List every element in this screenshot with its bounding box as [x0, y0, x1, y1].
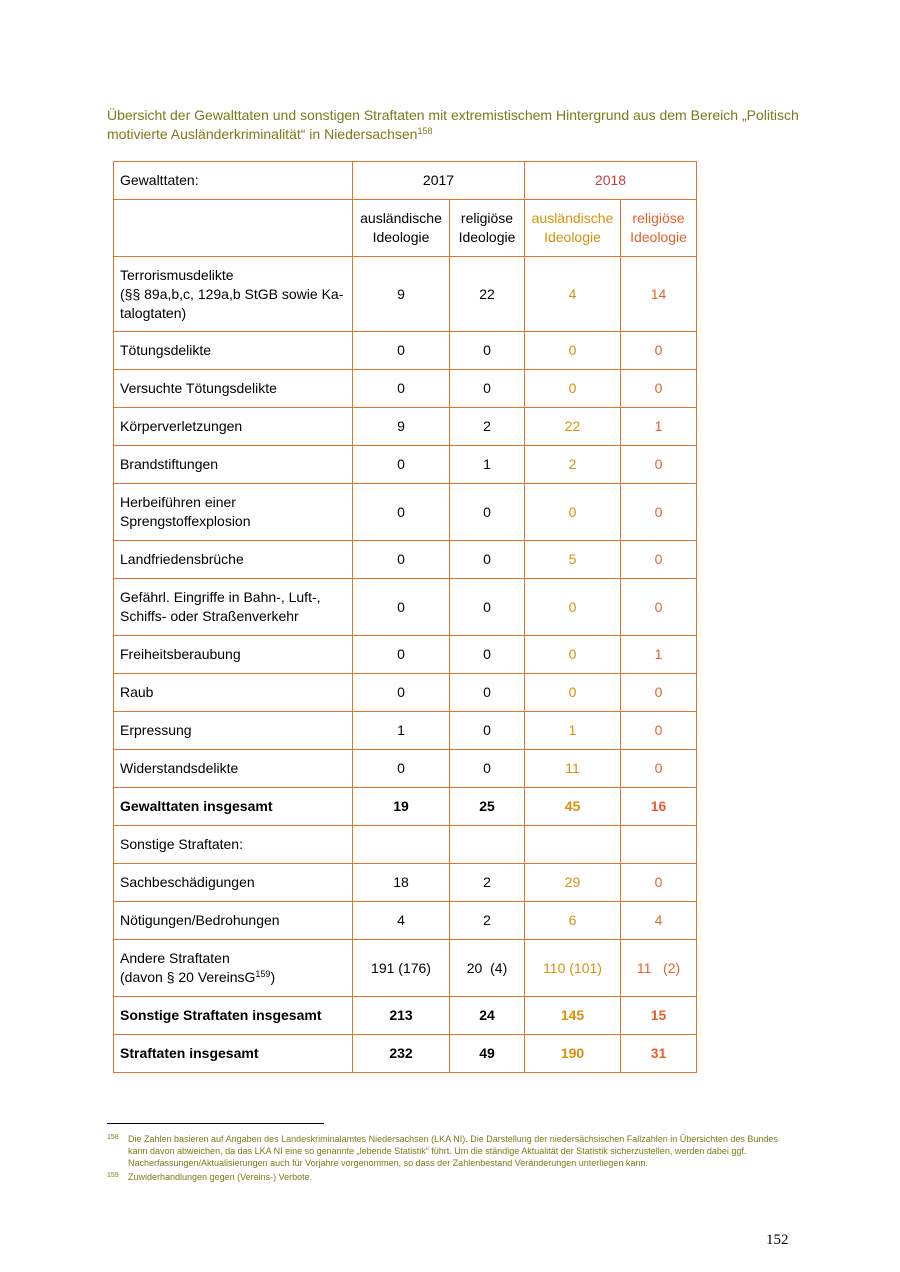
table-row — [114, 712, 697, 750]
cell-value: 16 — [650, 798, 667, 814]
cell-2017-foreign — [353, 788, 450, 826]
table-row — [114, 370, 697, 408]
cell-value: 0 — [568, 646, 577, 662]
year-2017-label: 2017 — [422, 172, 455, 188]
table-row — [114, 940, 697, 997]
row-label-line: talogtaten) — [120, 304, 187, 321]
cell-2017-religious — [450, 257, 525, 332]
cell-2018-foreign — [525, 1035, 621, 1073]
cell-2017-religious — [450, 997, 525, 1035]
header-year-2017 — [353, 162, 525, 200]
page-number: 152 — [766, 1232, 789, 1248]
row-label-text: Brandstiftungen — [120, 456, 219, 472]
cell-2017-foreign — [353, 864, 450, 902]
cell-value: 11 (2) — [636, 959, 681, 976]
cell-value: 0 — [483, 380, 491, 396]
row-label-line: Gefährl. Eingriffe in Bahn-, Luft-, — [120, 589, 321, 605]
row-label-line: (§§ 89a,b,c, 129a,b StGB sowie Ka- — [120, 285, 344, 302]
table-row — [114, 446, 697, 484]
table-row — [114, 826, 697, 864]
cell-2017-religious — [450, 408, 525, 446]
row-label-text: Gewalttaten insgesamt — [120, 798, 273, 814]
cell-2018-foreign — [525, 826, 621, 864]
cell-value: 31 — [650, 1045, 667, 1061]
row-label — [114, 484, 353, 541]
table-row — [114, 332, 697, 370]
cell-value: 14 — [650, 285, 667, 302]
cell-2017-foreign — [353, 997, 450, 1035]
cell-2018-religious — [621, 257, 697, 332]
cell-value: 190 — [560, 1045, 585, 1061]
cell-2018-foreign — [525, 370, 621, 408]
row-label — [114, 997, 353, 1035]
cell-value: 2 — [568, 456, 577, 472]
row-label — [114, 636, 353, 674]
row-label-line: Terrorismusdelikte — [120, 266, 234, 283]
row-label-text: Sonstige Straftaten: — [120, 836, 243, 852]
cell-value: 0 — [483, 551, 491, 567]
cell-2017-religious — [450, 940, 525, 997]
footnote — [107, 1133, 792, 1169]
cell-2018-religious — [621, 674, 697, 712]
cell-value: 0 — [397, 342, 405, 358]
header-ideology-row — [114, 200, 697, 257]
cell-value: 0 — [568, 503, 577, 520]
row-label-text: Tötungsdelikte — [120, 342, 212, 358]
cell-value: 0 — [483, 646, 491, 662]
cell-2018-religious — [621, 484, 697, 541]
footnote-ref[interactable]: 159 — [255, 969, 271, 979]
cell-2017-foreign — [353, 332, 450, 370]
cell-2017-foreign — [353, 541, 450, 579]
cell-2017-religious — [450, 788, 525, 826]
row-label-text: Widerstandsdelikte — [120, 760, 239, 776]
row-label-text: Freiheitsberaubung — [120, 646, 241, 662]
cell-value: 0 — [654, 722, 663, 738]
cell-2017-religious — [450, 446, 525, 484]
cell-value: 45 — [564, 798, 581, 814]
footnote-text: Die Zahlen basieren auf Angaben des Landeskriminalamtes Niedersachsen (LKA NI). Die Darstellung der niedersächsischen Fallzahlen in Übersichten des Bundes kann davon abweichen, da das LKA NI eine so genannte „lebende Statistik“ führt. Um die ständige Aktualität der Statistik sicherzustellen, werden dabei ggf. Nacherfassungen/Aktualisierungen auch für Vorjahre vorgenommen, so dass der Zahlenbestand Veränderungen unterliegen kann. — [128, 1134, 778, 1168]
footnote — [107, 1171, 792, 1183]
cell-2018-religious — [621, 750, 697, 788]
header-label: Gewalttaten: — [120, 172, 199, 188]
cell-value: 191 (176) — [371, 959, 431, 976]
header-2018-religious — [621, 200, 697, 257]
header-year-2018 — [525, 162, 697, 200]
cell-value: 0 — [568, 380, 577, 396]
cell-value: 0 — [654, 598, 663, 615]
row-label — [114, 674, 353, 712]
sub-foreign-line1: ausländische — [360, 210, 442, 226]
cell-2017-foreign — [353, 579, 450, 636]
row-label-tail: ) — [270, 969, 276, 985]
cell-value: 0 — [397, 646, 405, 662]
caption-footnote-ref[interactable]: 158 — [417, 126, 433, 136]
row-label-text: Landfriedensbrüche — [120, 551, 244, 567]
row-label-line: Sprengstoffexplosion — [120, 513, 251, 529]
table-row — [114, 579, 697, 636]
cell-2018-religious — [621, 997, 697, 1035]
cell-2017-religious — [450, 674, 525, 712]
cell-value: 2 — [483, 874, 491, 890]
cell-2017-foreign — [353, 674, 450, 712]
row-label-text: Straftaten insgesamt — [120, 1045, 259, 1061]
table-row — [114, 788, 697, 826]
cell-value: 0 — [397, 456, 405, 472]
cell-2018-foreign — [525, 408, 621, 446]
row-label — [114, 940, 353, 997]
cell-value: 29 — [564, 874, 581, 890]
table-row — [114, 1035, 697, 1073]
cell-2018-religious — [621, 332, 697, 370]
table-row — [114, 541, 697, 579]
cell-value: 1 — [568, 722, 577, 738]
cell-2017-foreign — [353, 636, 450, 674]
cell-2018-religious — [621, 541, 697, 579]
table-row — [114, 674, 697, 712]
cell-value: 9 — [397, 285, 405, 302]
row-label-line: Herbeiführen einer — [120, 494, 236, 510]
cell-2017-foreign — [353, 370, 450, 408]
cell-2018-foreign — [525, 788, 621, 826]
cell-value: 49 — [479, 1045, 495, 1061]
cell-value: 2 — [483, 912, 491, 928]
header-2017-religious — [450, 200, 525, 257]
table-row — [114, 750, 697, 788]
row-label — [114, 579, 353, 636]
cell-2017-foreign — [353, 1035, 450, 1073]
cell-value: 145 — [560, 1007, 585, 1023]
cell-value: 0 — [568, 342, 577, 358]
cell-value: 0 — [483, 684, 491, 700]
caption-text: Übersicht der Gewalttaten und sonstigen Straftaten mit extremistischem Hintergrund aus dem Bereich „Politisch motivierte Ausländerkriminalität“ in Niedersachsen — [107, 107, 799, 142]
cell-2017-religious — [450, 750, 525, 788]
cell-2017-foreign — [353, 826, 450, 864]
cell-value: 0 — [397, 503, 405, 520]
footnote-number: 159 — [107, 1172, 119, 1179]
cell-value: 0 — [568, 684, 577, 700]
header-years-row — [114, 162, 697, 200]
cell-value: 0 — [654, 503, 663, 520]
cell-2018-foreign — [525, 541, 621, 579]
crime-statistics-table — [113, 161, 697, 1073]
cell-value: 4 — [654, 912, 663, 928]
cell-value: 0 — [654, 551, 663, 567]
year-2018-label: 2018 — [594, 172, 627, 188]
header-label-cell — [114, 162, 353, 200]
cell-2017-religious — [450, 332, 525, 370]
cell-value: 0 — [654, 874, 663, 890]
table-row — [114, 484, 697, 541]
cell-2017-foreign — [353, 257, 450, 332]
table-row — [114, 257, 697, 332]
cell-2017-foreign — [353, 940, 450, 997]
cell-value: 0 — [654, 684, 663, 700]
cell-value: 6 — [568, 912, 577, 928]
cell-value: 24 — [479, 1007, 495, 1023]
cell-2018-religious — [621, 940, 697, 997]
cell-2017-foreign — [353, 408, 450, 446]
cell-2018-foreign — [525, 674, 621, 712]
cell-value: 0 — [397, 551, 405, 567]
row-label — [114, 864, 353, 902]
cell-value: 2 — [483, 418, 491, 434]
cell-2017-religious — [450, 579, 525, 636]
cell-value: 110 (101) — [543, 959, 602, 976]
table-caption — [107, 106, 807, 144]
cell-value: 11 — [565, 760, 580, 776]
cell-2018-religious — [621, 712, 697, 750]
cell-value: 18 — [393, 874, 409, 890]
cell-2018-religious — [621, 636, 697, 674]
cell-2017-religious — [450, 484, 525, 541]
sub-religious-line1: religiöse — [632, 210, 685, 226]
cell-value: 0 — [397, 598, 405, 615]
row-label — [114, 788, 353, 826]
table-row — [114, 997, 697, 1035]
cell-value: 15 — [650, 1007, 667, 1023]
cell-2017-religious — [450, 826, 525, 864]
cell-2017-religious — [450, 370, 525, 408]
cell-value: 4 — [568, 285, 577, 302]
cell-2018-religious — [621, 408, 697, 446]
cell-value: 0 — [654, 342, 663, 358]
header-2017-foreign — [353, 200, 450, 257]
header-2018-foreign — [525, 200, 621, 257]
cell-2018-foreign — [525, 902, 621, 940]
cell-value: 213 — [389, 1007, 413, 1023]
cell-value: 1 — [397, 722, 405, 738]
row-label — [114, 712, 353, 750]
cell-2018-religious — [621, 446, 697, 484]
cell-value: 1 — [483, 456, 491, 472]
row-label-text: Sonstige Straftaten insgesamt — [120, 1007, 322, 1023]
cell-2017-foreign — [353, 712, 450, 750]
footnote-text: Zuwiderhandlungen gegen (Vereins-) Verbote. — [128, 1172, 313, 1182]
cell-2018-foreign — [525, 579, 621, 636]
sub-foreign-line1: ausländische — [531, 210, 614, 226]
cell-value: 5 — [568, 551, 577, 567]
sub-religious-line2: Ideologie — [630, 229, 687, 245]
row-label — [114, 408, 353, 446]
cell-value: 0 — [483, 722, 491, 738]
row-label — [114, 541, 353, 579]
cell-2017-foreign — [353, 446, 450, 484]
footnotes — [107, 1133, 792, 1185]
row-label — [114, 826, 353, 864]
cell-value: 0 — [397, 380, 405, 396]
cell-2018-religious — [621, 788, 697, 826]
cell-value: 0 — [654, 380, 663, 396]
cell-2018-foreign — [525, 332, 621, 370]
cell-value: 0 — [568, 598, 577, 615]
row-label — [114, 257, 353, 332]
cell-2018-foreign — [525, 997, 621, 1035]
cell-2017-religious — [450, 902, 525, 940]
cell-2018-foreign — [525, 712, 621, 750]
footnote-number: 158 — [107, 1134, 119, 1141]
cell-value: 4 — [397, 912, 405, 928]
cell-value: 0 — [654, 456, 663, 472]
table-row — [114, 636, 697, 674]
cell-value: 22 — [564, 418, 581, 434]
cell-2017-religious — [450, 541, 525, 579]
cell-2018-foreign — [525, 864, 621, 902]
cell-value: 25 — [479, 798, 495, 814]
table-row — [114, 902, 697, 940]
cell-2018-religious — [621, 370, 697, 408]
cell-2017-religious — [450, 636, 525, 674]
table-row — [114, 864, 697, 902]
cell-value: 1 — [654, 646, 663, 662]
cell-2017-religious — [450, 712, 525, 750]
row-label — [114, 332, 353, 370]
cell-value: 20 (4) — [466, 959, 508, 976]
cell-value: 0 — [654, 760, 663, 776]
sub-foreign-line2: Ideologie — [544, 229, 601, 245]
sub-religious-line2: Ideologie — [458, 229, 516, 245]
row-label-text: Erpressung — [120, 722, 192, 738]
cell-value: 1 — [654, 418, 663, 434]
cell-2018-religious — [621, 579, 697, 636]
cell-2018-foreign — [525, 636, 621, 674]
cell-2018-religious — [621, 864, 697, 902]
row-label — [114, 370, 353, 408]
cell-2018-religious — [621, 1035, 697, 1073]
row-label-line: (davon § 20 VereinsG — [120, 969, 256, 985]
header-empty-cell — [114, 200, 353, 257]
row-label-text: Raub — [120, 684, 154, 700]
row-label-line: Schiffs- oder Straßenverkehr — [120, 608, 299, 624]
row-label — [114, 1035, 353, 1073]
row-label — [114, 902, 353, 940]
cell-value: 0 — [397, 684, 405, 700]
cell-value: 0 — [483, 342, 491, 358]
row-label-text: Versuchte Tötungsdelikte — [120, 380, 277, 396]
row-label-text: Sachbeschädigungen — [120, 874, 255, 890]
cell-2018-foreign — [525, 940, 621, 997]
row-label-text: Körperverletzungen — [120, 418, 243, 434]
cell-2018-foreign — [525, 484, 621, 541]
cell-2018-foreign — [525, 750, 621, 788]
sub-foreign-line2: Ideologie — [372, 229, 430, 245]
cell-value: 0 — [483, 503, 491, 520]
cell-value: 22 — [479, 285, 495, 302]
cell-value: 19 — [393, 798, 409, 814]
cell-2018-foreign — [525, 446, 621, 484]
cell-value: 0 — [483, 598, 491, 615]
sub-religious-line1: religiöse — [460, 210, 514, 226]
cell-value: 0 — [483, 760, 491, 776]
footnote-divider — [107, 1123, 324, 1124]
row-label-line: Andere Straftaten — [120, 950, 230, 966]
cell-value: 0 — [397, 760, 405, 776]
row-label — [114, 750, 353, 788]
table-row — [114, 408, 697, 446]
cell-2018-foreign — [525, 257, 621, 332]
cell-2017-foreign — [353, 902, 450, 940]
row-label-text: Nötigungen/Bedrohungen — [120, 912, 280, 928]
cell-value: 9 — [397, 418, 405, 434]
cell-2017-foreign — [353, 484, 450, 541]
cell-2017-religious — [450, 864, 525, 902]
row-label — [114, 446, 353, 484]
cell-2017-foreign — [353, 750, 450, 788]
cell-2017-religious — [450, 1035, 525, 1073]
cell-value: 232 — [389, 1045, 413, 1061]
cell-2018-religious — [621, 902, 697, 940]
cell-2018-religious — [621, 826, 697, 864]
